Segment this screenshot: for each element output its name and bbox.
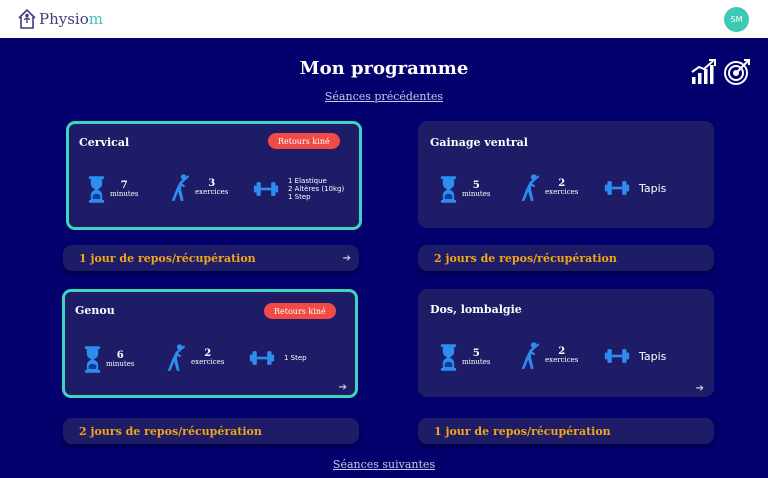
session-card-dos-lombalgie[interactable] [418,289,714,397]
logo-accent: m [88,10,103,28]
exercises-value: 3 [208,178,216,189]
duration-value: 5 [472,347,480,359]
duration-unit: minutes [110,189,139,198]
exercises-stat [519,341,578,371]
stretching-figure-icon [519,173,541,203]
stats-chart-icon[interactable] [690,58,718,86]
logo-text: Physio [39,10,89,28]
exercises-unit: exercices [545,188,579,196]
equipment-item: 1 Elastique [288,177,327,185]
logo[interactable] [16,6,103,32]
rest-day-bar[interactable] [418,418,714,444]
equipment-item: Tapis [639,349,667,363]
rest-day-label: 2 jours de repos/récupération [79,425,262,438]
session-card-gainage-ventral[interactable] [418,121,714,228]
equipment-stat [249,349,307,367]
duration-value: 5 [472,179,480,191]
rest-day-bar[interactable] [418,245,714,271]
rest-day-bar[interactable] [63,245,359,271]
duration-unit: minutes [462,357,491,366]
exercises-value: 2 [204,348,212,359]
exercises-unit: exercices [195,188,229,196]
session-title: Cervical [79,136,130,149]
stretching-figure-icon [519,341,541,371]
duration-stat [439,175,490,204]
rest-day-label: 1 jour de repos/récupération [434,425,611,438]
hourglass-icon [87,175,106,204]
exercises-stat [165,343,224,373]
session-title: Genou [75,304,115,317]
feedback-badge[interactable]: Retours kiné [264,303,336,319]
previous-sessions-link[interactable]: Séances précédentes [324,90,444,103]
arrow-right-icon[interactable]: ➔ [338,382,347,393]
equipment-stat [604,347,666,365]
equipment-stat [253,177,344,201]
stretching-figure-icon [165,343,187,373]
exercises-unit: exercices [545,356,579,364]
equipment-list [288,177,344,201]
stretching-figure-icon [169,173,191,203]
duration-unit: minutes [462,189,491,198]
session-title: Gainage ventral [430,136,528,149]
duration-unit: minutes [106,359,135,368]
rest-day-bar[interactable] [63,418,359,444]
next-sessions-link[interactable]: Séances suivantes [332,458,436,471]
session-card-genou[interactable] [62,289,358,398]
session-card-cervical[interactable] [66,121,362,230]
equipment-item: 1 Step [288,193,311,201]
duration-stat [439,343,490,372]
arrow-right-icon[interactable]: ➔ [342,253,351,264]
exercises-stat [169,173,228,203]
equipment-item: 1 Step [284,354,307,362]
exercises-unit: exercices [191,358,225,366]
duration-stat [83,345,134,374]
hourglass-icon [439,343,458,372]
equipment-item: 2 Altères (10kg) [288,185,345,193]
duration-value: 6 [116,349,124,361]
dumbbell-icon [604,347,630,365]
arrow-right-icon[interactable]: ➔ [695,383,704,394]
equipment-list [284,354,307,362]
equipment-item: Tapis [639,181,667,195]
dumbbell-icon [604,179,630,197]
exercises-stat [519,173,578,203]
page-title: Mon programme [299,58,469,79]
rest-day-label: 2 jours de repos/récupération [434,252,617,265]
duration-stat [87,175,138,204]
session-title: Dos, lombalgie [430,303,522,316]
exercises-value: 2 [558,178,566,189]
rest-day-label: 1 jour de repos/récupération [79,252,256,265]
top-bar [0,0,768,38]
dumbbell-icon [249,349,275,367]
hourglass-icon [439,175,458,204]
avatar[interactable]: SM [724,7,749,32]
exercises-value: 2 [558,346,566,357]
duration-value: 7 [120,179,128,191]
feedback-badge[interactable]: Retours kiné [268,133,340,149]
house-icon [16,7,38,31]
equipment-stat [604,179,666,197]
target-icon[interactable] [723,58,751,86]
dumbbell-icon [253,180,279,198]
hourglass-icon [83,345,102,374]
